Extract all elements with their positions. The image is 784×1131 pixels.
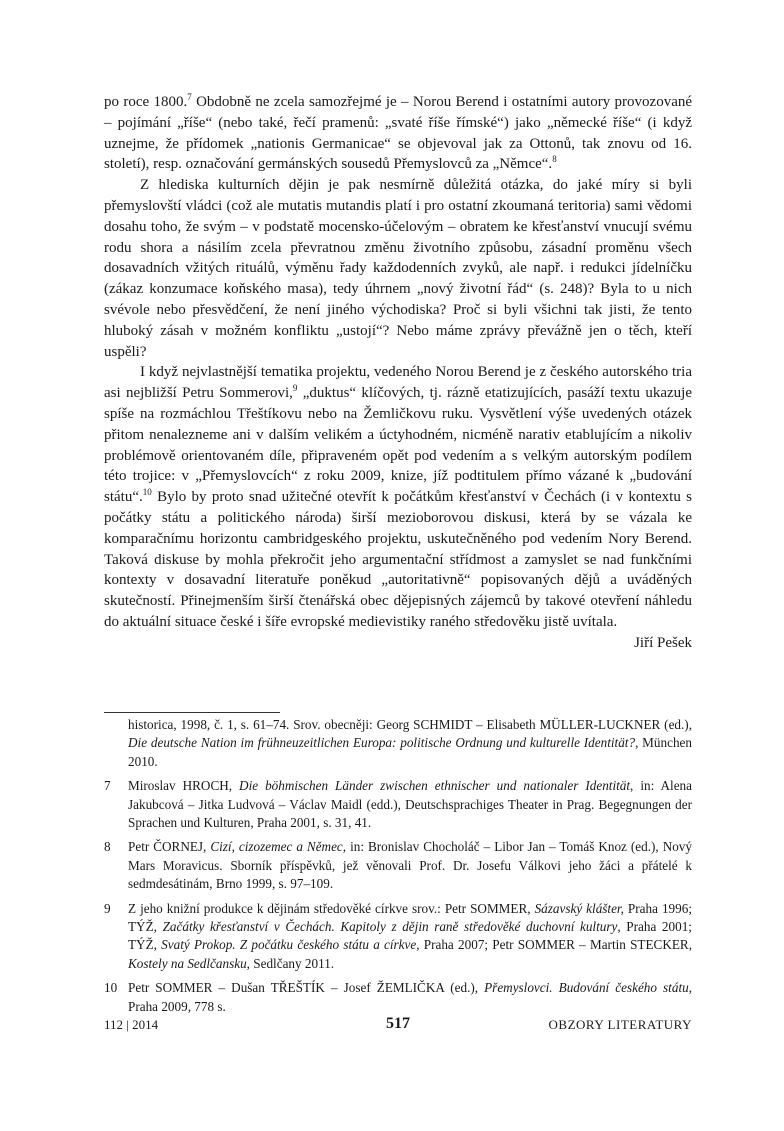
footnote-8: 8 Petr ČORNEJ, Cizí, cizozemec a Němec, in: Bronislav Chocholáč – Libor Jan – Tomáš Knoz (ed.), Nový Mars Moravicus. Sborník příspěvků, jež věnovali Prof. Dr. Josefu Válkovi jeho žáci a přátelé k sedmdesátinám, Brno 1999, s. 97–109.	[104, 838, 692, 893]
paragraph-1: po roce 1800.$^7$ Obdobně ne zcela samozřejmé je – Norou Berend i ostatními autory provozované – pojímání „říše“ (nebo také, řečí pramenů: „svaté říše římské“) jako „německé říše“ (i když uznejme, že přídomek „nationis Germanicae“ se objevoval jak za Ottonů, tak znovu od 16. století), resp. označování germánských sousedů Přemyslovců za „Němce“.$^8$	[104, 92, 693, 173]
author-signature: Jiří Pešek	[634, 634, 692, 651]
footnote-ref-10[interactable]: 10	[142, 487, 152, 498]
footnote-ref-8[interactable]: 8	[552, 154, 557, 165]
issue-number: 112 | 2014	[104, 1017, 159, 1032]
footnote-number: 9	[104, 900, 111, 916]
journal-title: OBZORY LITERATURY	[548, 1017, 692, 1032]
footnote-7: 7 Miroslav HROCH, Die böhmischen Länder zwischen ethnischer und nationaler Identität, in: Alena Jakubcová – Jitka Ludvová – Václav Maidl (edd.), Deutschsprachiges Theater in Prag. Begegnungen der Sprachen und Kulturen, Praha 2001, s. 31, 41.	[104, 777, 692, 832]
footnotes	[104, 716, 692, 1022]
footnote-ref-9[interactable]: 9	[292, 383, 298, 394]
footnote-number: 8	[104, 839, 111, 855]
paragraph-2: Z hlediska kulturních dějin je pak nesmírně důležitá otázka, do jaké míry si byli přemyslovští vládci (což ale mutatis mutandis platí i pro ostatní zkoumaná teritoria) sami vědomi dosahu toho, že svým – v podstatě mocensko-účelovým – obratem ke křesťanství vnucují svému rodu shora a násilím zcela převratnou změnu životního způsobu, zásadní proměnu všech dosavadních vžitých rituálů, výměnu řady každodenních zvyků, ale např. i redukci jídelníčku (zákaz konzumace koňského masa), tedy úhrnem „nový životní řád“ (s. 248)? Byla to u nich svévole nebo přesvědčení, že není jiného východiska? Proč si byli všichni tak jisti, že tento hluboký zásah v možném konfliktu „ustojí“? Nebo máme zprávy převážně jen o těch, kteří uspěli?	[104, 177, 692, 360]
footnote-rule	[104, 712, 280, 713]
footnote-ref-7[interactable]: 7	[187, 92, 192, 102]
main-text	[104, 92, 692, 654]
footnote-9: 9 Z jeho knižní produkce k dějinám středověké církve srov.: Petr SOMMER, Sázavský klášter, Praha 1996; TÝŽ, Začátky křesťanství v Čechách. Kapitoly z dějin raně středověké duchovní kultury, Praha 2001; TÝŽ, Svatý Prokop. Z počátku českého státu a církve, Praha 2007; Petr SOMMER – Martin STECKER, Kostely na Sedlčansku, Sedlčany 2011.	[104, 900, 692, 974]
footnote-number: 7	[104, 778, 111, 794]
paragraph-3: I když nejvlastnější tematika projektu, vedeného Norou Berend je z českého autorského tria asi nejbližší Petru Sommerovi,$^9$ „duktus“ klíčových, tj. rázně etatizujících, pasáží textu ukazuje spíše na rozmáchlou Třeštíkovu nebo na Žemličkovu ruku. Vysvětlení výše uvedených otázek přitom nenalezneme ani v dalším velikém a úctyhodném, nicméně narativ etablujícím a nikoliv problémově orientovaném díle, připraveném opět pod vedením a s velkým autorským podílem této trojice: v „Přemyslovcích“ z roku 2009, knize, jíž podtitulem přímo vázané k „budování státu“.$^{10}$ Bylo by proto snad užitečné otevřít k počátkům křesťanství v Čechách (i v kontextu s počátky státu a politického národa) širší mezioborovou diskusi, která by se vázala ke komparačnímu horizontu cambridgeského projektu, uskutečněného pod vedením Nory Berend. Taková diskuse by mohla překročit jeho argumentační střídmost a zamyslet se nad funkčními kontexty v dosavadní literatuře poněkud „autoritativně“ popisovaných dějů a uváděných skutečností. Přinejmenším širší čtenářská obec dějepisných zájemců by takové otevření náhledu do aktuální situace české i šíře evropské medievistiky raného středověku jistě uvítala.	[104, 364, 692, 630]
footnote-number: 10	[104, 980, 118, 996]
page-footer	[104, 1015, 692, 1037]
footnote-10: 10 Petr SOMMER – Dušan TŘEŠTÍK – Josef ŽEMLIČKA (ed.), Přemyslovci. Budování českého státu, Praha 2009, 778 s.	[104, 979, 692, 1016]
footnote-continuation: historica, 1998, č. 1, s. 61–74. Srov. obecněji: Georg SCHMIDT – Elisabeth MÜLLER-LUCKNER (ed.), Die deutsche Nation im frühneuzeitlichen Europa: politische Ordnung und kulturelle Identität?, München 2010.	[128, 717, 692, 769]
page-number: 517	[386, 1015, 410, 1032]
